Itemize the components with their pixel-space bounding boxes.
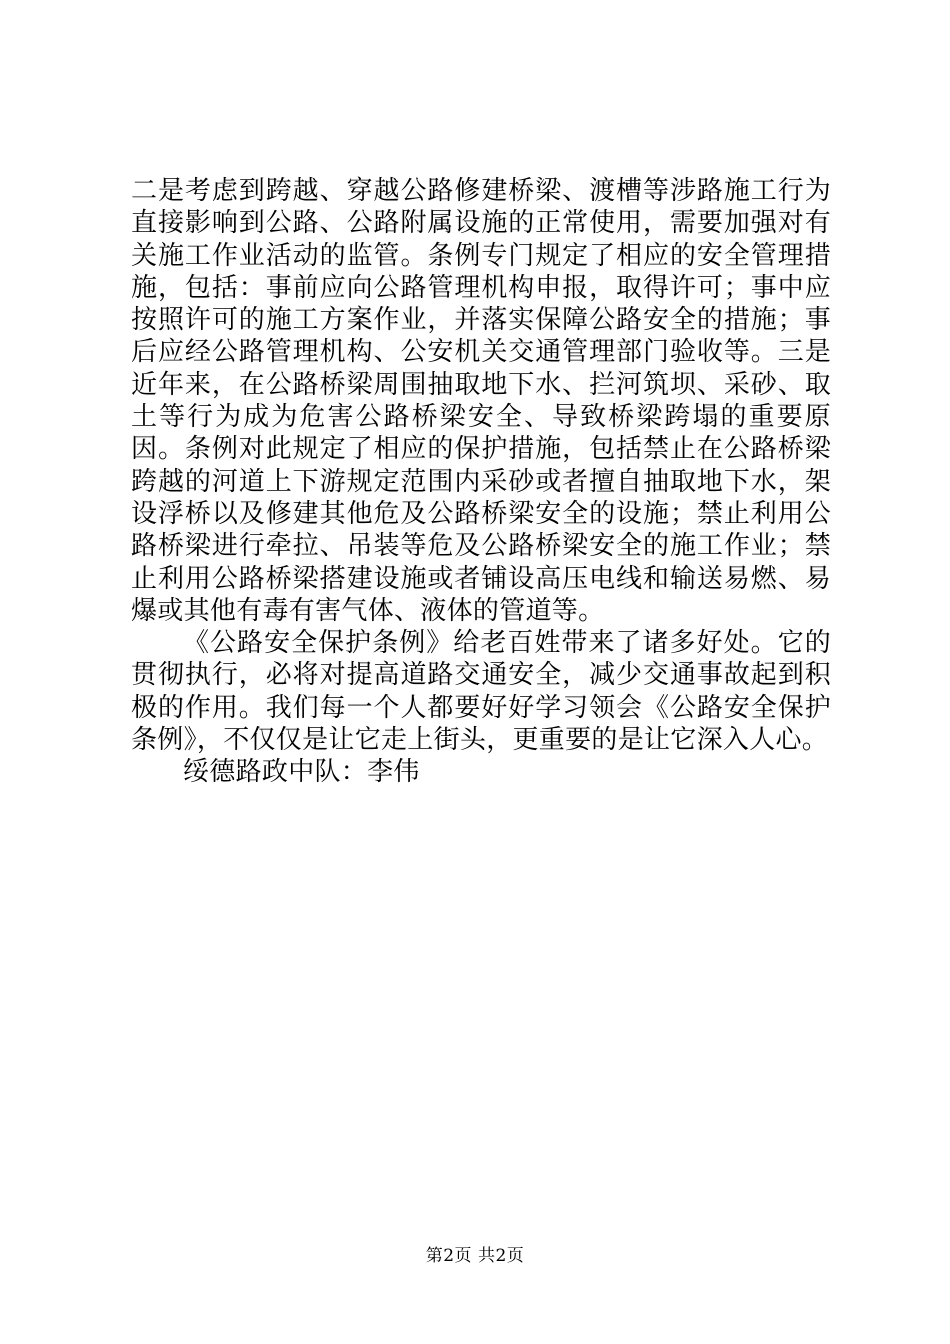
paragraph-measures: 二是考虑到跨越、穿越公路修建桥梁、渡槽等涉路施工行为直接影响到公路、公路附属设施的正常使用，需要加强对有关施工作业活动的监管。条例专门规定了相应的安全管理措施，包括：事前应向公路管理机构申报，取得许可；事中应按照许可的施工方案作业，并落实保障公路安全的措施；事后应经公路管理机构、公安机关交通管理部门验收等。三是近年来，在公路桥梁周围抽取地下水、拦河筑坝、采砂、取土等行为成为危害公路桥梁安全、导致桥梁跨塌的重要原因。条例对此规定了相应的保护措施，包括禁止在公路桥梁跨越的河道上下游规定范围内采砂或者擅自抽取地下水，架设浮桥以及修建其他危及公路桥梁安全的设施；禁止利用公路桥梁进行牵拉、吊装等危及公路桥梁安全的施工作业；禁止利用公路桥梁搭建设施或者铺设高压电线和输送易燃、易爆或其他有毒有害气体、液体的管道等。: [131, 176, 831, 626]
page-number-footer: 第2页 共2页: [425, 1246, 525, 1266]
paragraph-conclusion: 《公路安全保护条例》给老百姓带来了诸多好处。它的贯彻执行，必将对提高道路交通安全，减少交通事故起到积极的作用。我们每一个人都要好好学习领会《公路安全保护条例》，不仅仅是让它走上街头，更重要的是让它深入人心。: [131, 628, 831, 756]
document-body: [131, 175, 831, 789]
signature-line: 绥德路政中队：李伟: [183, 757, 420, 788]
